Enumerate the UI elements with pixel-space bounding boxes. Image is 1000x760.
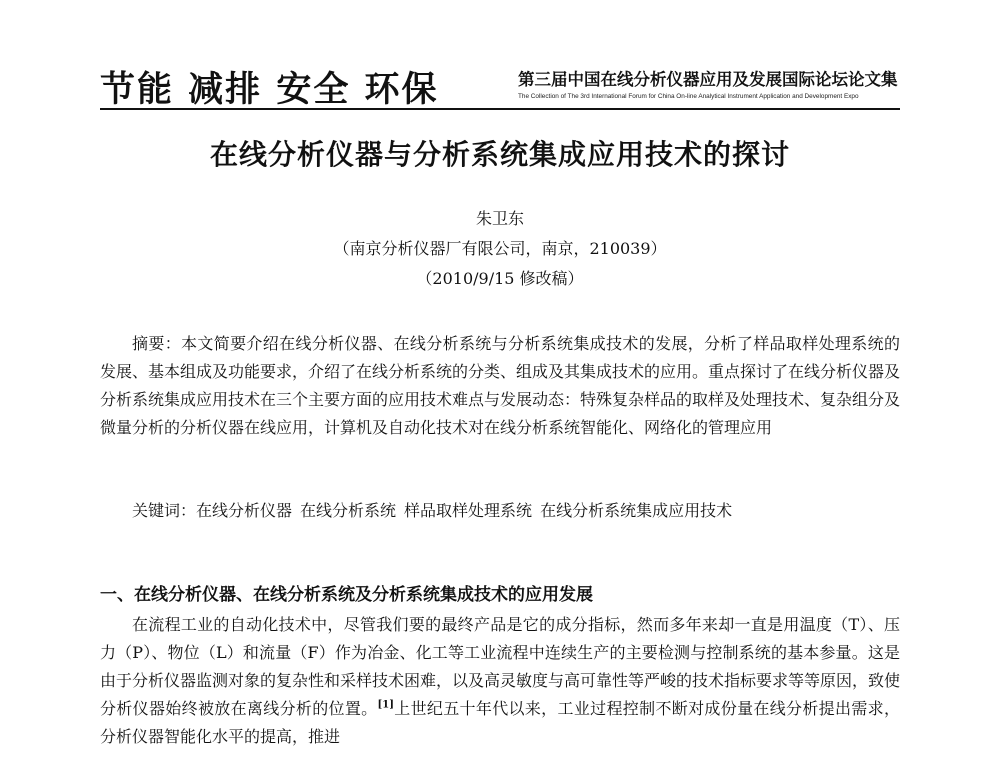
abstract — [100, 330, 900, 442]
paragraph-text: 在流程工业的自动化技术中，尽管我们要的最终产品是它的成分指标，然而多年来却一直是用温度（T）、压力（P）、物位（L）和流量（F）作为冶金、化工等工业流程中连续生产的主要检测与控制系统的基本参量。这是由于分析仪器监测对象的复杂性和采样技术困难，以及高灵敏度与高可靠性等严峻的技术指标要求等等原因，致使分析仪器始终被放在离线分析的位置。 — [100, 615, 901, 718]
keyword-item: 在线分析系统集成应用技术 — [540, 501, 733, 520]
section-paragraph — [100, 611, 900, 751]
keyword-item: 在线分析仪器 — [196, 501, 293, 520]
citation-marker: [1] — [377, 699, 394, 711]
page-header — [0, 0, 1000, 110]
header-series — [518, 66, 898, 100]
header-slogan: 节能 减排 安全 环保 — [100, 70, 439, 110]
section-heading: 一、在线分析仪器、在线分析系统及分析系统集成技术的应用发展 — [100, 585, 593, 605]
keyword-item: 在线分析系统 — [300, 501, 397, 520]
header-rule — [100, 108, 900, 110]
abstract-label: 摘要： — [132, 334, 182, 353]
keywords-label: 关键词： — [132, 501, 197, 520]
revision-date: （2010/9/15 修改稿） — [416, 269, 584, 288]
paper-title: 在线分析仪器与分析系统集成应用技术的探讨 — [209, 138, 790, 171]
keywords — [100, 497, 900, 525]
series-title-cn: 第三届中国在线分析仪器应用及发展国际论坛论文集 — [518, 70, 898, 89]
author-name: 朱卫东 — [475, 209, 524, 228]
author-affiliation: （南京分析仪器厂有限公司，南京，210039） — [333, 239, 667, 258]
paragraph-text-cont: 上世纪五十年代以来，工业过程控制不断对成份量在线分析提出需求，分析仪器智能化水平的提高，推进 — [100, 699, 900, 746]
series-title-en: The Collection of The 3rd International Forum for China On-line Analytical Instrument Application and Development Expo — [518, 93, 859, 100]
abstract-text: 本文简要介绍在线分析仪器、在线分析系统与分析系统集成技术的发展，分析了样品取样处理系统的发展、基本组成及功能要求，介绍了在线分析系统的分类、组成及其集成技术的应用。重点探讨了在线分析仪器及分析系统集成应用技术在三个主要方面的应用技术难点与发展动态：特殊复杂样品的取样及处理技术、复杂组分及微量分析的分析仪器在线应用，计算机及自动化技术对在线分析系统智能化、网络化的管理应用 — [100, 334, 901, 437]
keyword-item: 样品取样处理系统 — [404, 501, 533, 520]
